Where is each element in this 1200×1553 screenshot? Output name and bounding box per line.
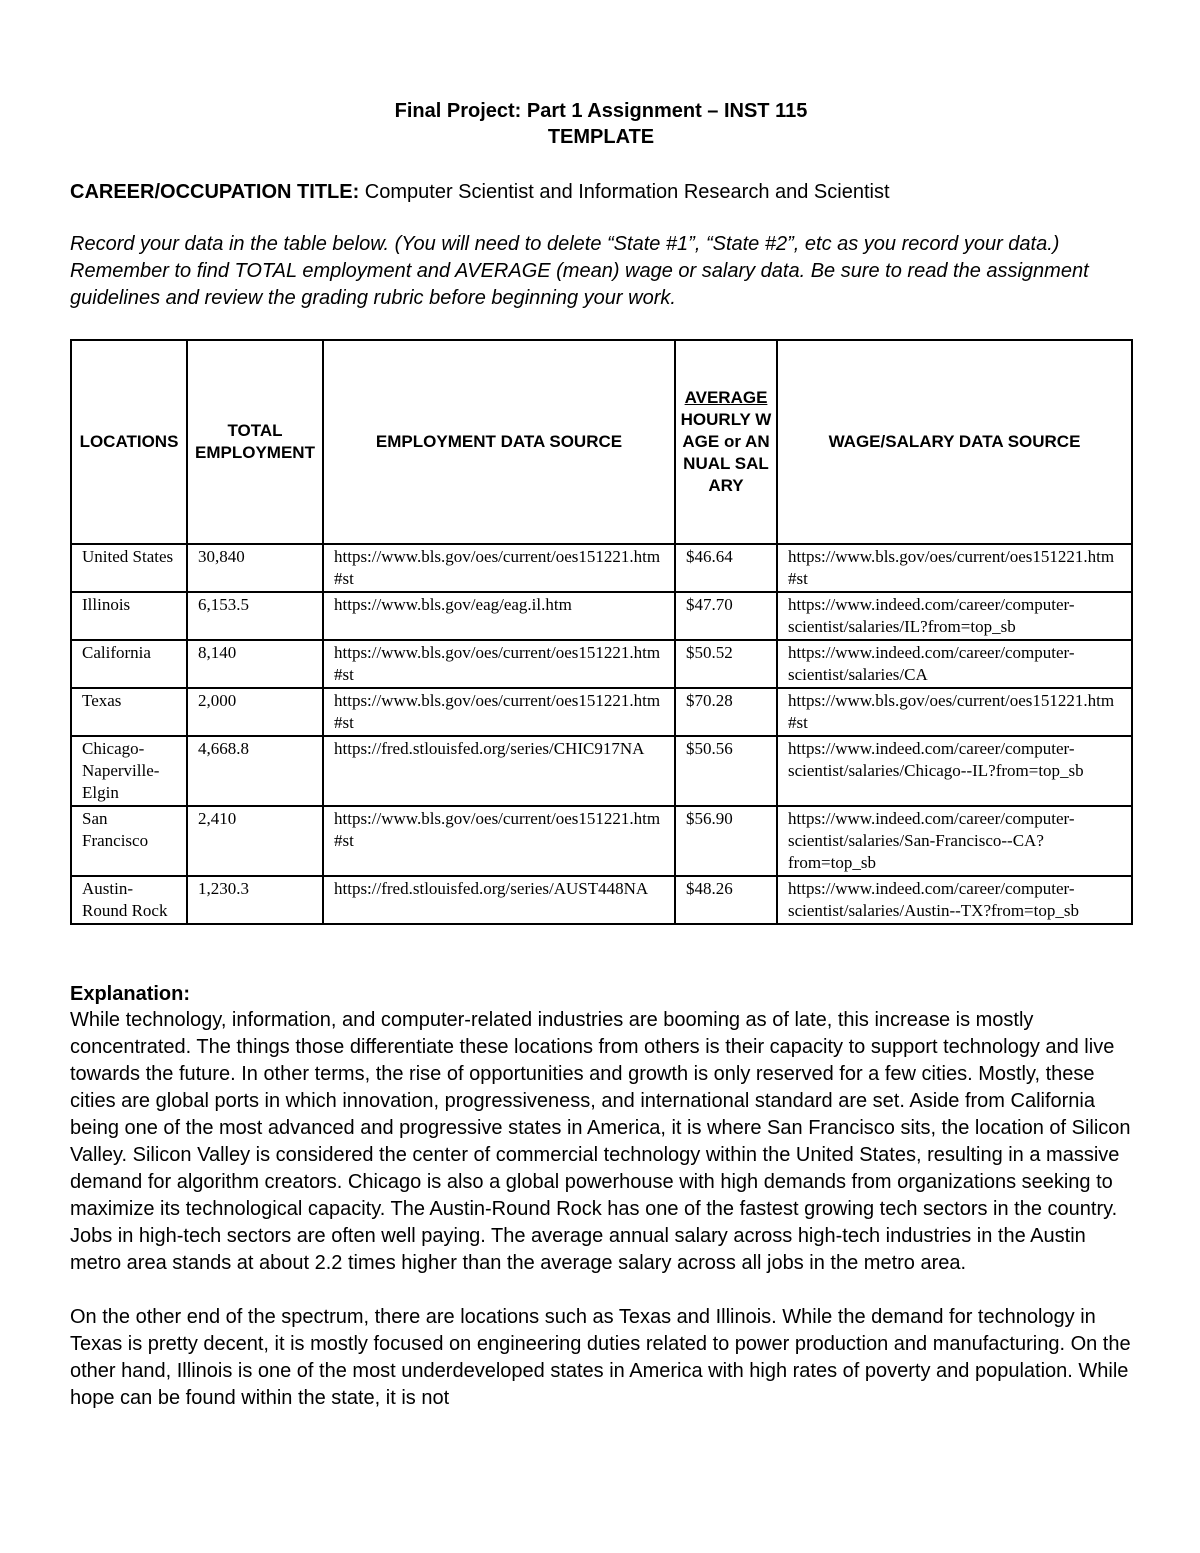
cell-wage: $70.28 bbox=[675, 688, 777, 736]
cell-employment: 4,668.8 bbox=[187, 736, 323, 806]
data-table bbox=[70, 339, 1133, 925]
table-row bbox=[71, 806, 1132, 876]
career-title bbox=[70, 179, 1132, 205]
cell-wage-source: https://www.bls.gov/oes/current/oes151221.htm#st bbox=[777, 544, 1132, 592]
cell-employment-source: https://www.bls.gov/oes/current/oes151221.htm#st bbox=[323, 806, 675, 876]
instructions-text: Record your data in the table below. (You will need to delete “State #1”, “State #2”, etc as you record your data.) Remember to find TOTAL employment and AVERAGE (mean) wage or salary data. Be sure to read the assignment guidelines and review the grading rubric before beginning your work. bbox=[70, 233, 1089, 309]
cell-wage: $48.26 bbox=[675, 876, 777, 924]
explanation-heading: Explanation: bbox=[70, 983, 191, 1005]
cell-location: Illinois bbox=[71, 592, 187, 640]
cell-location: Texas bbox=[71, 688, 187, 736]
document-title bbox=[70, 98, 1132, 150]
cell-location: San Francisco bbox=[71, 806, 187, 876]
cell-employment-source: https://www.bls.gov/eag/eag.il.htm bbox=[323, 592, 675, 640]
cell-wage-source: https://www.indeed.com/career/computer-scientist/salaries/Chicago--IL?from=top_sb bbox=[777, 736, 1132, 806]
table-header-row bbox=[71, 340, 1132, 544]
cell-employment-source: https://www.bls.gov/oes/current/oes151221.htm#st bbox=[323, 544, 675, 592]
header-employment-source: EMPLOYMENT DATA SOURCE bbox=[323, 340, 675, 544]
table-row bbox=[71, 876, 1132, 924]
cell-wage: $56.90 bbox=[675, 806, 777, 876]
cell-wage-source: https://www.indeed.com/career/computer-scientist/salaries/Austin--TX?from=top_sb bbox=[777, 876, 1132, 924]
table-row bbox=[71, 688, 1132, 736]
header-average-rest: HOURLY WAGE or ANNUAL SALARY bbox=[680, 410, 772, 495]
cell-employment: 1,230.3 bbox=[187, 876, 323, 924]
cell-wage-source: https://www.bls.gov/oes/current/oes151221.htm#st bbox=[777, 688, 1132, 736]
cell-employment: 6,153.5 bbox=[187, 592, 323, 640]
cell-wage: $46.64 bbox=[675, 544, 777, 592]
header-average-wage bbox=[675, 340, 777, 544]
cell-wage-source: https://www.indeed.com/career/computer-scientist/salaries/CA bbox=[777, 640, 1132, 688]
cell-location: United States bbox=[71, 544, 187, 592]
title-line-1: Final Project: Part 1 Assignment – INST 115 bbox=[394, 100, 808, 122]
cell-wage: $50.56 bbox=[675, 736, 777, 806]
cell-employment: 8,140 bbox=[187, 640, 323, 688]
cell-employment: 30,840 bbox=[187, 544, 323, 592]
explanation-paragraph-1: While technology, information, and computer-related industries are booming as of late, this increase is mostly concentrated. The things those differentiate these locations from others is their capacity to support technology and live towards the future. In other terms, the rise of opportunities and growth is only reserved for a few cities. Mostly, these cities are global ports in which innovation, progressiveness, and international standard are set. Aside from California being one of the most advanced and progressive states in America, it is where San Francisco sits, the location of Silicon Valley. Silicon Valley is considered the center of commercial technology within the United States, resulting in a massive demand for algorithm creators. Chicago is also a global powerhouse with high demands from organizations seeking to maximize its technological capacity. The Austin-Round Rock has one of the fastest growing tech sectors in the country. Jobs in high-tech sectors are often well paying. The average annual salary across high-tech industries in the Austin metro area stands at about 2.2 times higher than the average salary across all jobs in the metro area. bbox=[70, 1009, 1131, 1274]
header-average-underlined: AVERAGE bbox=[684, 388, 768, 407]
cell-employment-source: https://fred.stlouisfed.org/series/CHIC917NA bbox=[323, 736, 675, 806]
cell-location: Austin-Round Rock bbox=[71, 876, 187, 924]
cell-employment-source: https://www.bls.gov/oes/current/oes151221.htm#st bbox=[323, 640, 675, 688]
cell-employment: 2,000 bbox=[187, 688, 323, 736]
table-row bbox=[71, 736, 1132, 806]
title-line-2: TEMPLATE bbox=[547, 126, 655, 148]
cell-wage: $50.52 bbox=[675, 640, 777, 688]
cell-wage-source: https://www.indeed.com/career/computer-scientist/salaries/San-Francisco--CA?from=top_sb bbox=[777, 806, 1132, 876]
header-locations: LOCATIONS bbox=[71, 340, 187, 544]
cell-employment-source: https://fred.stlouisfed.org/series/AUST448NA bbox=[323, 876, 675, 924]
header-total-employment: TOTAL EMPLOYMENT bbox=[187, 340, 323, 544]
document-page bbox=[70, 98, 1132, 1412]
table-row bbox=[71, 544, 1132, 592]
explanation-paragraph-2: On the other end of the spectrum, there are locations such as Texas and Illinois. While the demand for technology in Texas is pretty decent, it is mostly focused on engineering duties related to power production and manufacturing. On the other hand, Illinois is one of the most underdeveloped states in America with high rates of poverty and population. While hope can be found within the state, it is not bbox=[70, 1306, 1131, 1409]
cell-wage-source: https://www.indeed.com/career/computer-scientist/salaries/IL?from=top_sb bbox=[777, 592, 1132, 640]
career-label: CAREER/OCCUPATION TITLE: bbox=[70, 181, 360, 203]
table-row bbox=[71, 640, 1132, 688]
table-row bbox=[71, 592, 1132, 640]
career-value: Computer Scientist and Information Research and Scientist bbox=[359, 181, 890, 203]
cell-employment-source: https://www.bls.gov/oes/current/oes151221.htm#st bbox=[323, 688, 675, 736]
cell-wage: $47.70 bbox=[675, 592, 777, 640]
header-wage-source: WAGE/SALARY DATA SOURCE bbox=[777, 340, 1132, 544]
cell-location: California bbox=[71, 640, 187, 688]
cell-location: Chicago-Naperville-Elgin bbox=[71, 736, 187, 806]
cell-employment: 2,410 bbox=[187, 806, 323, 876]
